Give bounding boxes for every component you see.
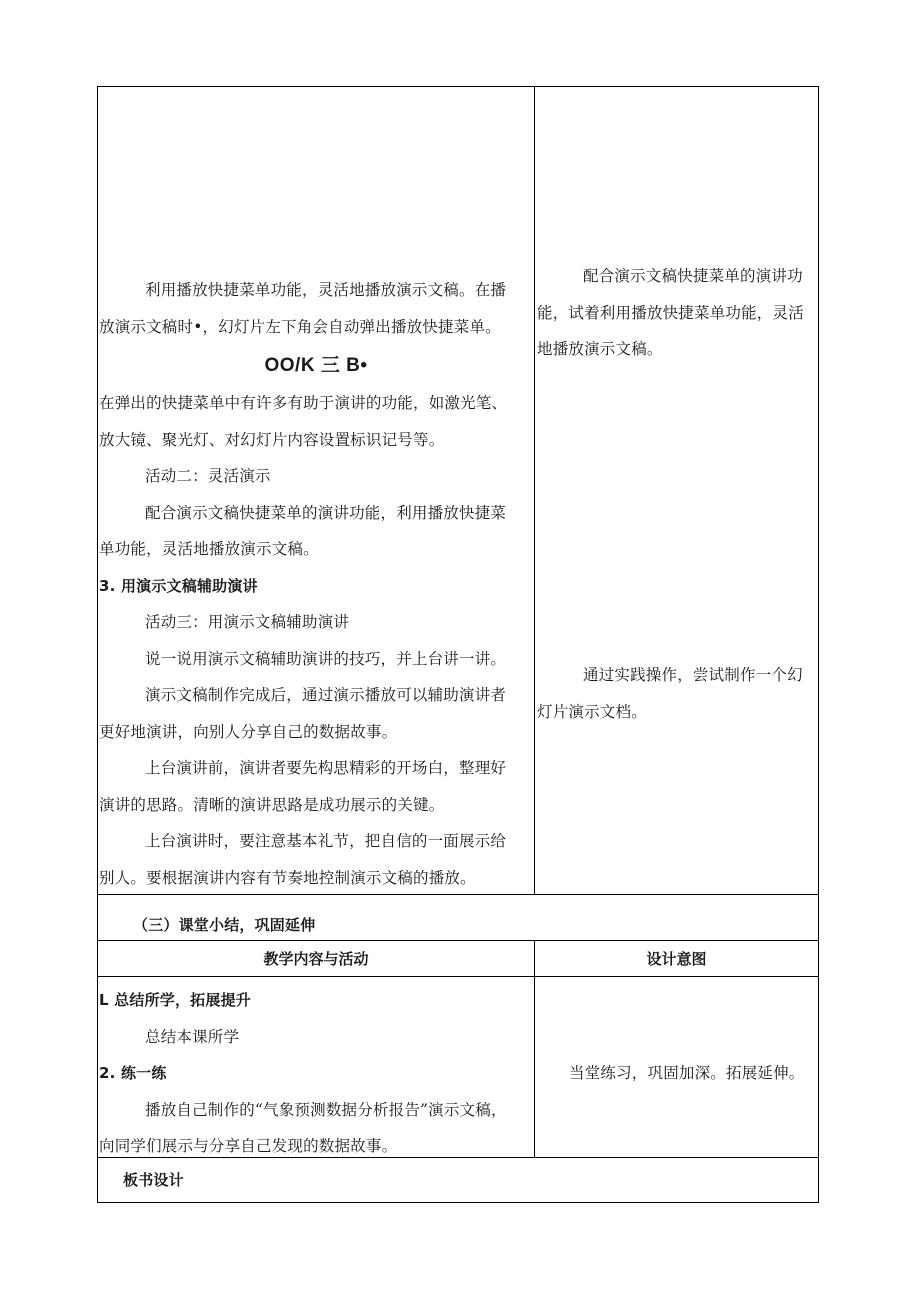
intent-1-line-1: 配合演示文稿快捷菜单的演讲功	[583, 267, 803, 285]
header-design-intent: 设计意图	[646, 950, 707, 968]
right-intent-1	[537, 258, 819, 368]
header-content-activities: 教学内容与活动	[263, 950, 369, 968]
paragraph-2-line-2: 放大镜、聚光灯、对幻灯片内容设置标识记号等。	[99, 430, 445, 449]
summary-item-2-heading: 2. 练一练	[99, 1064, 167, 1082]
shortcut-menu-image-text: OO/K 三 B•	[264, 355, 368, 376]
activity-2-title: 活动二：灵活演示	[145, 467, 271, 485]
paragraph-5-line-1: 演示文稿制作完成后，通过演示播放可以辅助演讲者	[145, 686, 507, 704]
summary-item-2-line-2: 向同学们展示与分享自己发现的数据故事。	[99, 1137, 398, 1155]
right-intent-2	[537, 657, 819, 730]
left-content-cell	[99, 272, 533, 896]
summary-section-row	[99, 907, 817, 943]
paragraph-7-line-2: 别人。要根据演讲内容有节奏地控制演示文稿的播放。	[99, 868, 476, 887]
row-divider-header-bottom	[97, 976, 819, 977]
summary-section-title: （三）课堂小结，巩固延伸	[133, 916, 316, 934]
paragraph-3-line-2: 单功能，灵活地播放演示文稿。	[99, 540, 319, 558]
intent-2-line-2: 灯片演示文档。	[537, 702, 647, 721]
summary-intent-cell	[537, 1055, 819, 1092]
summary-item-1-heading: L 总结所学，拓展提升	[99, 991, 251, 1009]
paragraph-6-line-2: 演讲的思路。清晰的演讲思路是成功展示的关键。	[99, 795, 445, 814]
paragraph-1-line-2: 放演示文稿时•，幻灯片左下角会自动弹出播放快捷菜单。	[99, 317, 501, 336]
paragraph-5-line-2: 更好地演讲，向别人分享自己的数据故事。	[99, 722, 398, 741]
board-design-row	[99, 1162, 817, 1198]
summary-intent-text: 当堂练习，巩固加深。拓展延伸。	[569, 1064, 805, 1082]
intent-1-line-2: 能，试着利用播放快捷菜单功能，灵活	[537, 303, 804, 322]
intent-2-line-1: 通过实践操作，尝试制作一个幻	[583, 666, 803, 684]
intent-1-line-3: 地播放演示文稿。	[537, 340, 663, 358]
section-3-heading: 3. 用演示文稿辅助演讲	[99, 576, 258, 595]
summary-item-2-line-1: 播放自己制作的“气象预测数据分析报告”演示文稿，	[145, 1100, 507, 1119]
paragraph-6-line-1: 上台演讲前，演讲者要先构思精彩的开场白，整理好	[145, 759, 507, 777]
column-divider-top	[534, 86, 535, 895]
paragraph-3-line-1: 配合演示文稿快捷菜单的演讲功能，利用播放快捷菜	[145, 503, 507, 522]
paragraph-4: 说一说用演示文稿辅助演讲的技巧，并上台讲一讲。	[145, 649, 507, 668]
board-design-title: 板书设计	[123, 1171, 184, 1189]
summary-item-1-text: 总结本课所学	[145, 1027, 240, 1046]
summary-content-cell	[99, 982, 533, 1165]
paragraph-1-line-1: 利用播放快捷菜单功能，灵活地播放演示文稿。在播	[145, 281, 507, 299]
activity-3-title: 活动三：用演示文稿辅助演讲	[145, 613, 350, 631]
paragraph-7-line-1: 上台演讲时，要注意基本礼节，把自信的一面展示给	[145, 832, 507, 850]
paragraph-2-line-1: 在弹出的快捷菜单中有许多有助于演讲的功能，如激光笔、	[99, 394, 508, 412]
